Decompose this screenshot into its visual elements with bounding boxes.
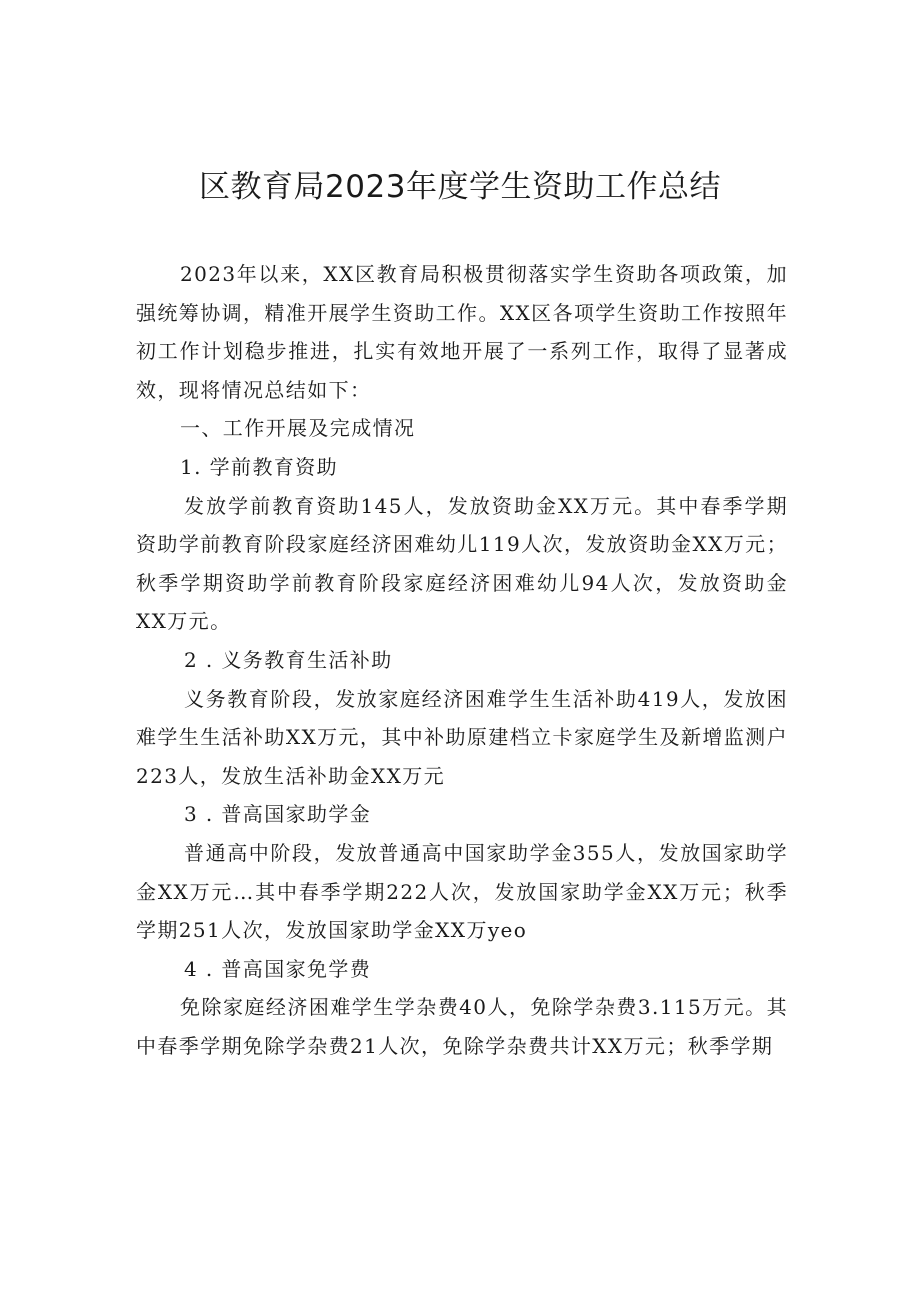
intro-paragraph: 2023年以来，XX区教育局积极贯彻落实学生资助各项政策，加强统筹协调，精准开展学生资助工作。XX区各项学生资助工作按照年初工作计划稳步推进，扎实有效地开展了一系列工作，取得了显著成效，现将情况总结如下： xyxy=(136,262,788,402)
section-heading: 一、工作开展及完成情况 xyxy=(180,416,416,441)
item-heading-preschool: 1. 学前教育资助 xyxy=(180,454,339,479)
document-body xyxy=(136,255,788,1065)
item-text-compulsory: 义务教育阶段，发放家庭经济困难学生生活补助419人，发放困难学生生活补助XX万元，其中补助原建档立卡家庭学生及新增监测户223人，发放生活补助金XX万元 xyxy=(136,686,788,788)
item-text-high-school-grant: 普通高中阶段，发放普通高中国家助学金355人，发放国家助学金XX万元…其中春季学期222人次，发放国家助学金XX万元；秋季学期251人次，发放国家助学金XX万yeo xyxy=(136,840,788,943)
item-heading-compulsory: 2 . 义务教育生活补助 xyxy=(184,647,393,672)
item-heading-high-school-grant: 3 . 普高国家助学金 xyxy=(184,802,372,827)
item-text-tuition-waiver: 免除家庭经济困难学生学杂费40人，免除学杂费3.115万元。其中春季学期免除学杂费21人次，免除学杂费共计XX万元；秋季学期 xyxy=(136,995,788,1058)
item-heading-tuition-waiver: 4 . 普高国家免学费 xyxy=(184,956,372,981)
item-text-preschool: 发放学前教育资助145人，发放资助金XX万元。其中春季学期资助学前教育阶段家庭经济困难幼儿119人次，发放资助金XX万元；秋季学期资助学前教育阶段家庭经济困难幼儿94人次，发放资助金XX万元。 xyxy=(136,493,788,634)
document-title: 区教育局2023年度学生资助工作总结 xyxy=(199,169,721,205)
